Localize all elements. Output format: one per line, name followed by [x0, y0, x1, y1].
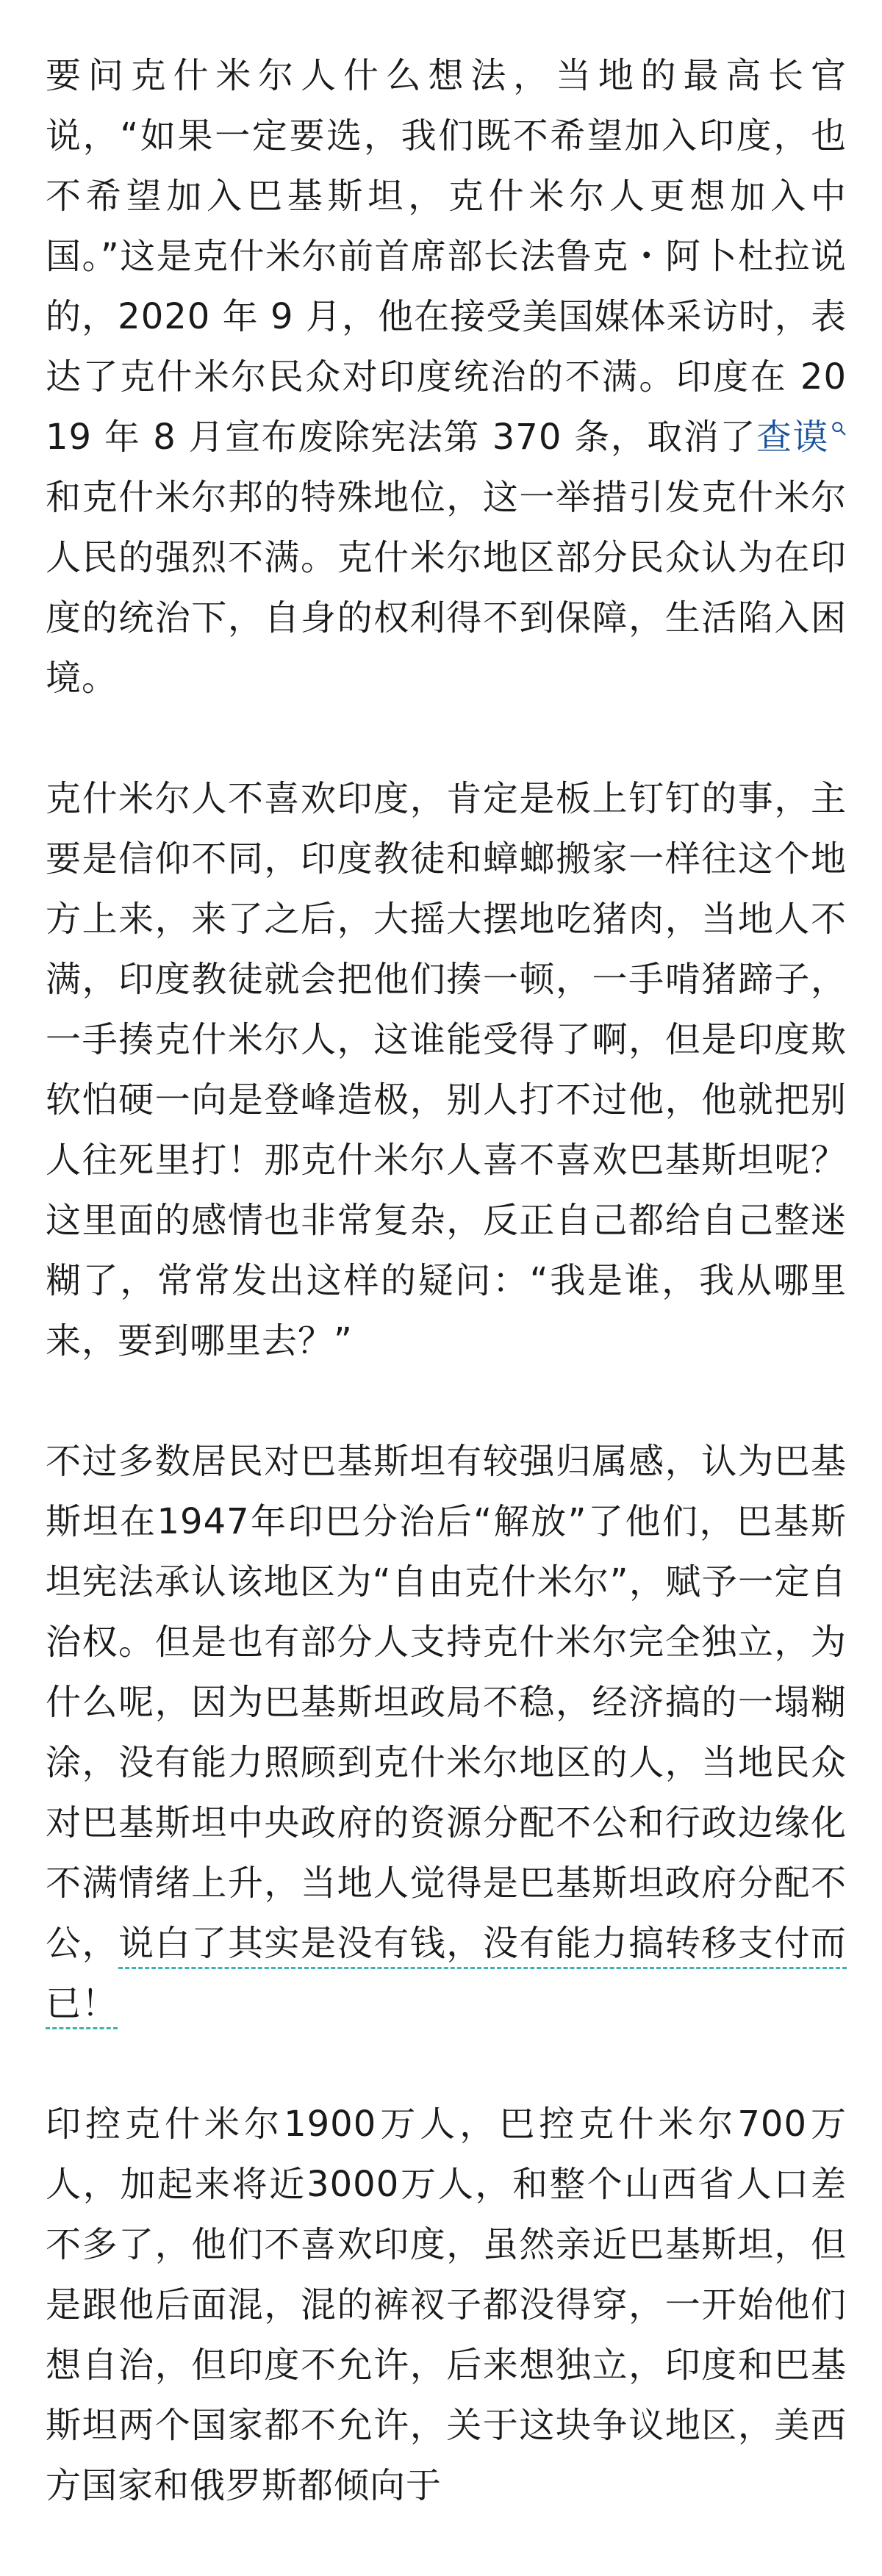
paragraph-1-text-after-link: 和克什米尔邦的特殊地位，这一举措引发克什米尔人民的强烈不满。克什米尔地区部分民众认为在印度的统治下，自身的权利得不到保障，生活陷入困境。 — [46, 477, 847, 699]
paragraph-1-text-before-link: 要问克什米尔人什么想法，当地的最高长官说，“如果一定要选，我们既不希望加入印度，也不希望加入巴基斯坦，克什米尔人更想加入中国。”这是克什米尔前首席部长法鲁克・阿卜杜拉说的，2020 年 9 月，他在接受美国媒体采访时，表达了克什米尔民众对印度统治的不满。印度在 2019 年 8 月宣布废除宪法第 370 条，取消了 — [46, 55, 847, 458]
search-icon[interactable] — [831, 420, 847, 436]
search-link-label[interactable]: 查谟 — [756, 417, 829, 458]
paragraph-3 — [46, 1431, 847, 2034]
paragraph-3-text: 不过多数居民对巴基斯坦有较强归属感，认为巴基斯坦在1947年印巴分治后“解放”了他们，巴基斯坦宪法承认该地区为“自由克什米尔”，赋予一定自治权。但是也有部分人支持克什米尔完全独立，为什么呢，因为巴基斯坦政局不稳，经济搞的一塌糊涂，没有能力照顾到克什米尔地区的人，当地民众对巴基斯坦中央政府的资源分配不公和行政边缘化不满情绪上升，当地人觉得是巴基斯坦政府分配不公， — [46, 1441, 847, 1964]
paragraph-1 — [46, 46, 847, 708]
search-link-chamo[interactable] — [756, 417, 847, 458]
article-body — [46, 46, 847, 2576]
paragraph-4: 印控克什米尔1900万人，巴控克什米尔700万人，加起来将近3000万人，和整个山西省人口差不多了，他们不喜欢印度，虽然亲近巴基斯坦，但是跟他后面混，混的裤衩子都没得穿，一开始他们想自治，但印度不允许，后来想独立，印度和巴基斯坦两个国家都不允许，关于这块争议地区，美西方国家和俄罗斯都倾向于 — [46, 2104, 847, 2506]
paragraph-2: 克什米尔人不喜欢印度，肯定是板上钉钉的事，主要是信仰不同，印度教徒和蟑螂搬家一样往这个地方上来，来了之后，大摇大摆地吃猪肉，当地人不满，印度教徒就会把他们揍一顿，一手啃猪蹄子，一手揍克什米尔人，这谁能受得了啊，但是印度欺软怕硬一向是登峰造极，别人打不过他，他就把别人往死里打！那克什米尔人喜不喜欢巴基斯坦呢？这里面的感情也非常复杂，反正自己都给自己整迷糊了，常常发出这样的疑问：“我是谁，我从哪里来，要到哪里去？” — [46, 778, 847, 1361]
highlighted-annotation[interactable]: 说白了其实是没有钱，没有能力搞转移支付而已！ — [46, 1923, 847, 2029]
